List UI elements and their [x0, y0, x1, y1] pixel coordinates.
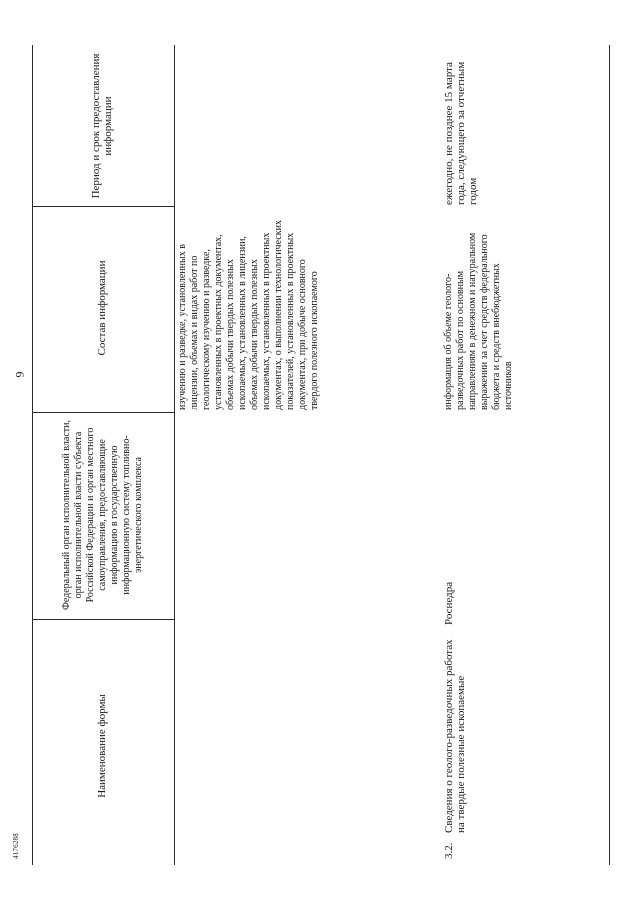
rotated-table	[32, 45, 612, 865]
table-top-border	[32, 45, 33, 865]
row-number: 3.2.	[443, 842, 455, 859]
header-period: Период и срок предоставления информации	[90, 53, 114, 199]
row-form-name: Сведения о геолого-разведочных работах на твердые полезные ископаемые	[443, 639, 467, 833]
row-period: ежегодно, не позднее 15 марта года, следующего за отчетным годом	[443, 61, 479, 205]
continued-composition-text: изучению и разведке, установленных в лицензии, объемах и видах работ по геологическому изучению и разведке, установленных в проектных документах, объемах добычи твердых полезных ископаемых, установленных в лицензии, объемах добычи твердых полезных ископаемых, установленных в проектных документах, о выполнении технологических показателей, установленных в проектных документах, при добыче основного твердого полезного ископаемого	[177, 220, 320, 410]
table-bottom-border	[609, 45, 610, 865]
header-authority: Федеральный орган исполнительной власти, орган исполнительной власти субъекта Российской Федерации и орган местного самоуправления, предоставляющие информацию в государственную информационную систему топливно-энергетического комплекса	[61, 419, 144, 611]
header-bottom-border	[174, 45, 175, 865]
header-divider-1	[32, 619, 174, 620]
header-divider-3	[32, 206, 174, 207]
row-composition-text: информация об объеме геолого-разведочных работ по основным направлениям в денежном и натуральном выражении за счет средств федерального бюджета и средств внебюджетных источников	[443, 232, 514, 410]
header-composition: Состав информации	[96, 260, 108, 356]
document-id: 4176288	[12, 833, 20, 859]
page-number: 9	[12, 371, 27, 378]
header-form-name: Наименование формы	[96, 694, 108, 798]
header-divider-2	[32, 412, 174, 413]
row-authority: Роснедра	[443, 581, 455, 625]
